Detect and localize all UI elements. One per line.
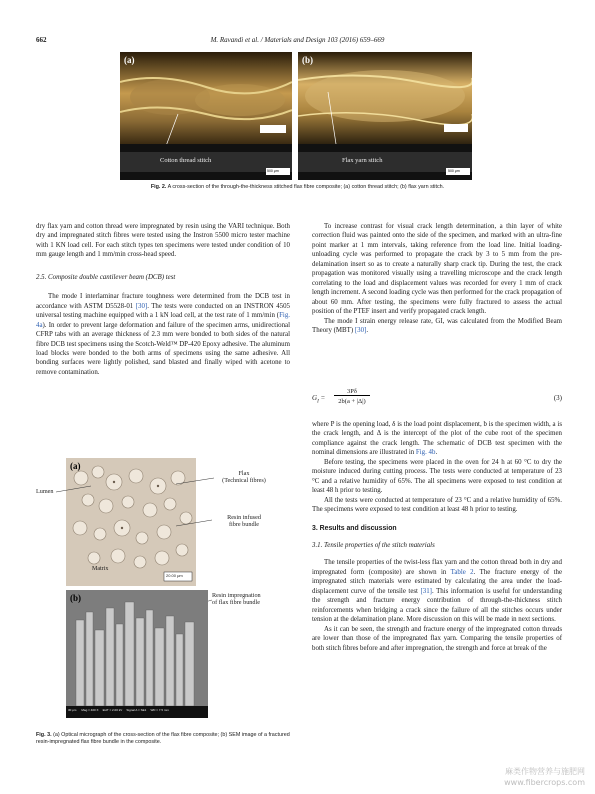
figure-3b-label: (b) <box>70 593 81 603</box>
eq-sub: I <box>317 399 319 405</box>
section-heading-3-1: 3.1. Tensile properties of the stitch materials <box>312 541 435 549</box>
figure-2-caption <box>36 184 559 190</box>
figure-2a-scale: 500 μm <box>267 169 279 173</box>
lumen-label: Lumen <box>36 488 54 495</box>
figure-2a-caption: Cotton thread stitch <box>160 157 212 164</box>
watermark-line-1: 麻类作物营养与施肥网 <box>505 767 585 776</box>
ref-link[interactable]: [30] <box>135 302 148 310</box>
figure-3-caption-text: (a) Optical micrograph of the cross-section of the flax fibre composite; (b) SEM image of a fractured resin-impregnated flax fibre bundle in the composite. <box>36 732 290 745</box>
section-heading-2-5: 2.5. Composite double cantilever beam (DCB) test <box>36 273 176 281</box>
figure-2 <box>120 52 472 180</box>
figure-2b-micrograph <box>298 52 472 180</box>
eq-lhs: G <box>312 394 318 402</box>
ref-link[interactable]: [31] <box>420 587 432 595</box>
eq-numerator: 3Pδ <box>334 388 370 396</box>
paragraph: To increase contrast for visual crack length determination, a thin layer of white correction fluid was painted onto the side of the specimen, and marked with an ultra-fine point marker at 1 mm intervals, taking reference from the load line. Initial loading-unloading cycle was performed to propagate the crack by 3 to 5 mm from the pre-delamination insert so as to create a naturally sharp crack tip. During the test, the crack propagation was monitored visually using a travelling microscope and the crack length correlating to the load and displacement values was recorded for every 1 mm of crack length increment. A second loading cycle was then performed for the crack propagation of about 60 mm. After testing, the specimens were fully fractured to assess the actual position of the PTEF insert and verify propagated crack length. <box>312 223 562 316</box>
figure-2-caption-text: A cross-section of the through-the-thickness stitched flax fibre composite; (a) cotton thread stitch; (b) flax yarn stitch. <box>166 184 445 190</box>
paragraph: where P is the opening load, δ is the load point displacement, b is the specimen width, a is the crack length, and Δ is the intercept of the plot of the cube root of the specimen compliance against the crack length. The schematic of DCB test specimen with the nominal dimensions are illustrated in Fig. 4b. <box>312 421 562 457</box>
section-heading-3: 3. Results and discussion <box>312 524 397 532</box>
right-column-text <box>312 222 562 335</box>
fig-link[interactable]: Fig. 4b <box>415 449 436 457</box>
sem-info-bar: 30 μm Mag = 400 X EHT = 2.00 kV Signal A = SE1 WD = 7.5 mm <box>68 708 169 712</box>
right-column-text-2 <box>312 420 562 653</box>
figure-3a-label: (a) <box>70 461 81 471</box>
figure-2-caption-label: Fig. 2. <box>150 184 167 190</box>
paragraph: Before testing, the specimens were placed in the oven for 24 h at 60 °C to dry the moisture induced during cutting process. The tests were conducted at temperature of 23 °C and a relative humidity of 65%. The all specimens were exposed to test condition at least 48 h prior to testing. <box>312 458 562 495</box>
figure-3-caption-label: Fig. 3. <box>36 732 52 738</box>
flax-label: Flax (Technical fibres) <box>222 470 266 484</box>
journal-citation: M. Ravandi et al. / Materials and Design 103 (2016) 659–669 <box>210 36 385 44</box>
resin-impregnation-label: Resin impregnation of flax fibre bundle <box>212 592 261 606</box>
flax-stitch-image <box>298 52 472 180</box>
running-header <box>36 36 559 48</box>
paragraph: dry flax yarn and cotton thread were impregnated by resin using the VARI technique. Both dry and impregnated stitch fibres were tested using the Instron 5500 micro tester machine with 1 KN load cell. For each stitch types ten specimens were tested under condition of 10 mm gauge length and 1 mm/min cross-head speed. <box>36 223 290 259</box>
figure-2b-scale: 500 μm <box>448 169 460 173</box>
paragraph: The mode I strain energy release rate, GI, was calculated from the Modified Beam Theory (MBT) [30]. <box>312 317 562 334</box>
figure-2b-label: (b) <box>302 55 313 65</box>
sem-image <box>66 590 208 718</box>
matrix-label: Matrix <box>92 566 109 572</box>
table-link[interactable]: Table 2 <box>450 568 474 576</box>
eq-denominator: 2b(a + |Δ|) <box>338 398 366 405</box>
figure-2a-micrograph <box>120 52 292 180</box>
page-number: 662 <box>36 36 47 44</box>
resin-infused-label: Resin infused fibre bundle <box>227 514 261 528</box>
paragraph: All the tests were conducted at temperature of 23 °C and a relative humidity of 65%. The specimens were exposed to test condition at least 48 h prior to testing. <box>312 496 562 514</box>
paragraph: The tensile properties of the twist-less flax yarn and the cotton thread both in dry and impregnated form (composite) are shown in Table 2. The fracture energy of the impregnated stitch materials were estimated by calculating the area under the load-displacement curve of the tensile test [31]. This information is useful for understanding the strength and fracture energy contribution of through-the-thickness stitch reinforcements when bridging a crack since the failure of all the stitches occurs under tension at the delamination plane. More discussion on this will be made in next sections. <box>312 559 563 624</box>
paragraph: The mode I interlaminar fracture toughness were determined from the DCB test in accordance with ASTM D5528-01 [30]. The tests were conducted on an INSTRON 4505 universal testing machine equipped with a 1 kN load cell, at the test rate of 1 mm/min (Fig. 4a). In order to prevent large deformation and failure of the specimen arms, unidirectional CFRP tabs with an average thickness of 2.3 mm were bonded to both sides of the natural fibre DCB test specimens using the Scotch-Weld™ DP-420 Epoxy adhesive. The aluminum load blocks were bonded to the both arms of specimens using the same adhesive. All bonding surfaces were lightly polished, sand blasted and finally wiped with acetone to remove contamination. <box>36 293 290 376</box>
equation-number: (3) <box>553 394 562 402</box>
equation-3: $G_I$ = 3Pδ 2b(a + |Δ|) (3) <box>312 388 562 405</box>
figure-2a-label: (a) <box>124 55 135 65</box>
figure-2b-caption: Flax yarn stitch <box>342 157 383 164</box>
figure-3b-sem <box>66 590 208 718</box>
watermark <box>445 766 585 788</box>
figure-3a-scale: 20.00 μm <box>166 573 183 578</box>
fig-link[interactable]: Fig. 4a <box>36 312 290 329</box>
ref-link[interactable]: [30] <box>354 326 367 334</box>
figure-3-caption <box>36 732 290 746</box>
paragraph: As it can be seen, the strength and fracture energy of the impregnated cotton threads are lower than those of the impregnated flax yarn. Comparing the tensile properties of both stitch fibres before and after impregnation, the strength and force at break of the <box>312 625 562 652</box>
left-column-text <box>36 222 290 377</box>
watermark-line-2: www.fibercrops.com <box>504 778 585 787</box>
